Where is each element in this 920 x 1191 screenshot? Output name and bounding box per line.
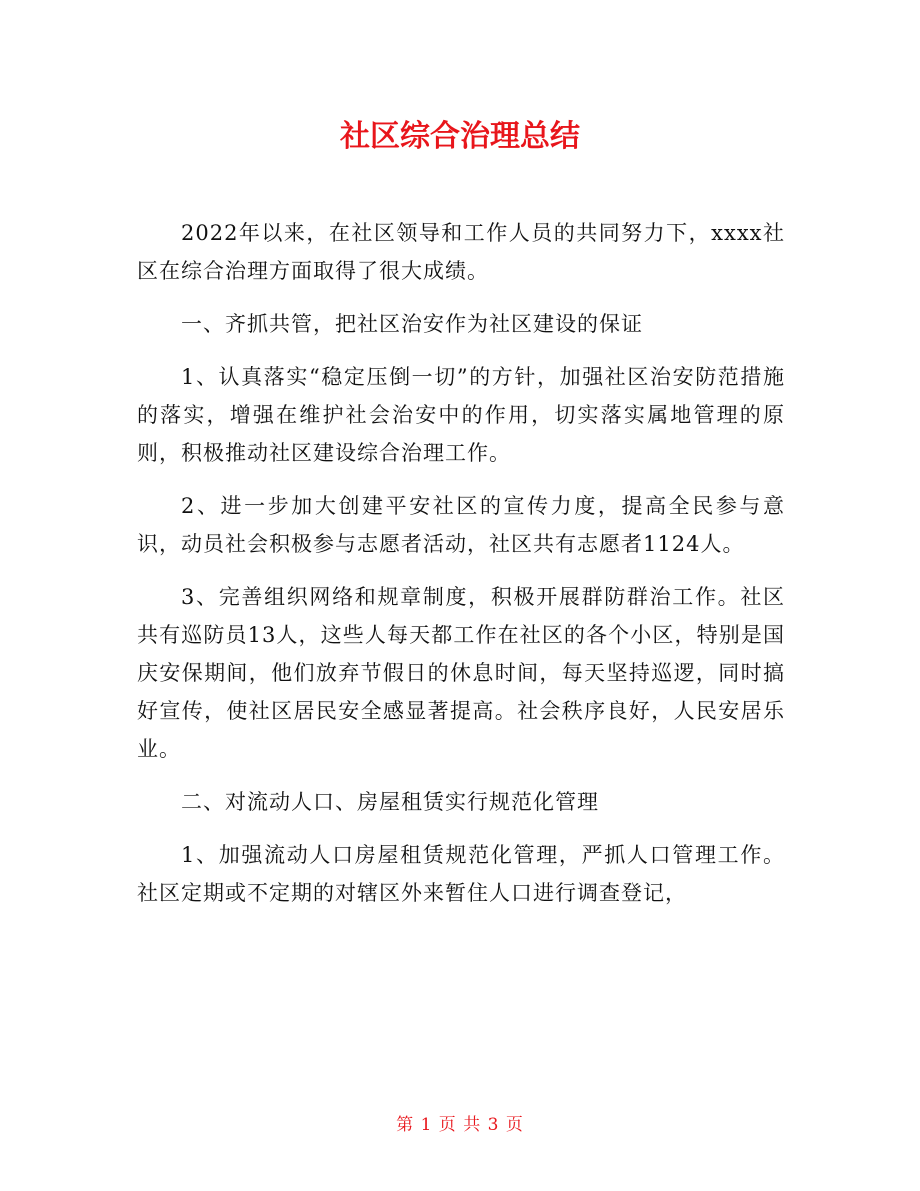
intro-paragraph: 2022年以来，在社区领导和工作人员的共同努力下，xxxx社区在综合治理方面取得了很大成绩。 [137,221,785,283]
document-title: 社区综合治理总结 [340,119,580,154]
section-2-item-1: 1、加强流动人口房屋租赁规范化管理，严抓人口管理工作。社区定期或不定期的对辖区外来暂住人口进行调查登记， [137,843,785,905]
section-1-item-3: 3、完善组织网络和规章制度，积极开展群防群治工作。社区共有巡防员13人，这些人每天都工作在社区的各个小区，特别是国庆安保期间，他们放弃节假日的休息时间，每天坚持巡逻，同时搞好宣传，使社区居民安全感显著提高。社会秩序良好，人民安居乐业。 [137,585,785,761]
section-1-item-2: 2、进一步加大创建平安社区的宣传力度，提高全民参与意识，动员社会积极参与志愿者活动，社区共有志愿者1124人。 [137,494,785,556]
section-heading-1: 一、齐抓共管，把社区治安作为社区建设的保证 [181,312,643,336]
page-footer [0,1112,920,1138]
section-heading-2: 二、对流动人口、房屋租赁实行规范化管理 [181,790,599,814]
page-number-label: 第 1 页 共 3 页 [396,1115,524,1135]
document-body [137,214,785,927]
section-1-item-1: 1、认真落实“稳定压倒一切”的方针，加强社区治安防范措施的落实，增强在维护社会治安中的作用，切实落实属地管理的原则，积极推动社区建设综合治理工作。 [137,365,785,465]
